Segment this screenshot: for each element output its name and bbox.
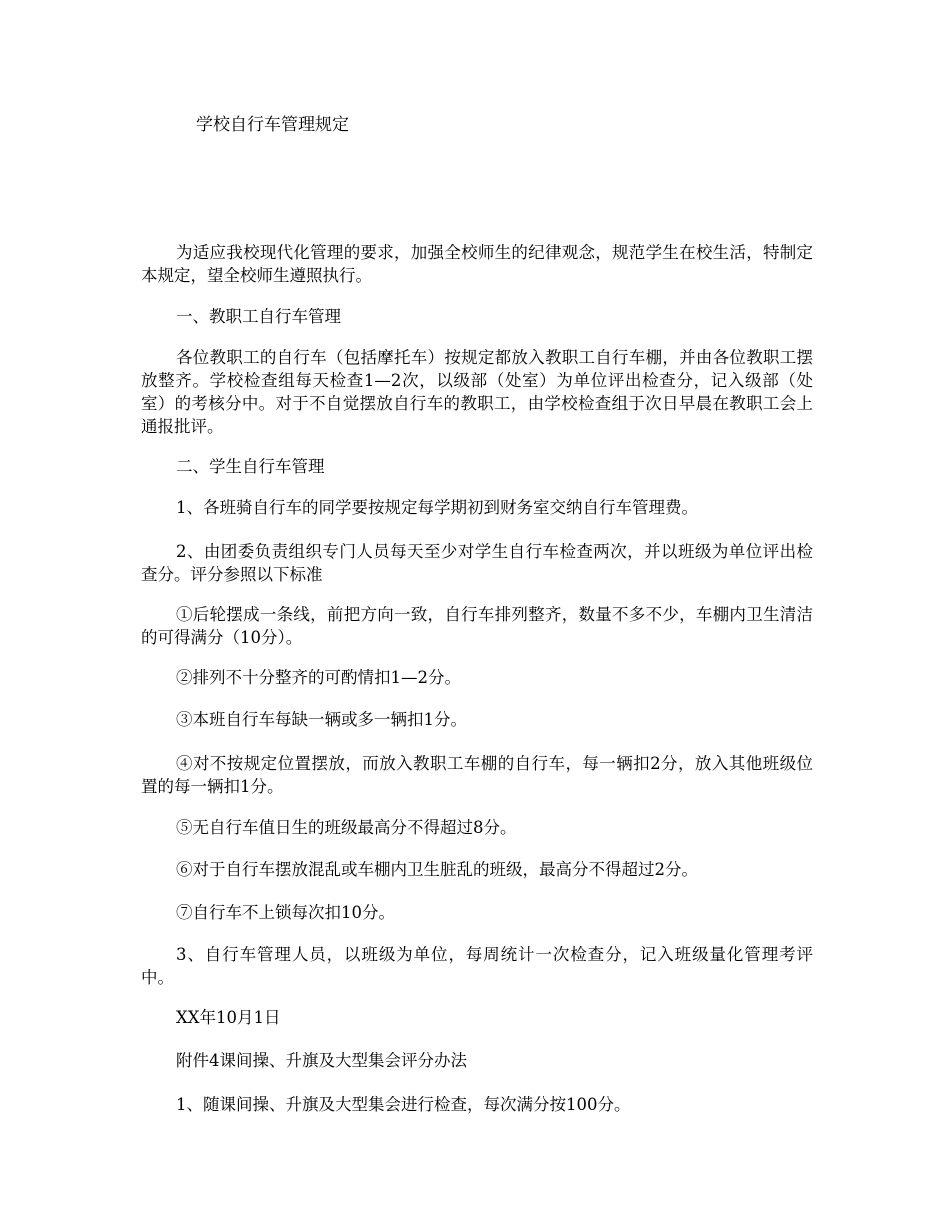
- criterion-2: ②排列不十分整齐的可酌情扣1—2分。: [176, 668, 461, 687]
- document-date: XX年10月1日: [176, 1008, 281, 1027]
- attachment-rule-1: 1、随课间操、升旗及大型集会进行检查，每次满分按100分。: [176, 1095, 631, 1114]
- criterion-6: ⑥对于自行车摆放混乱或车棚内卫生脏乱的班级，最高分不得超过2分。: [176, 860, 698, 879]
- document-title: 学校自行车管理规定: [196, 115, 349, 135]
- criterion-4: ④对不按规定位置摆放，而放入教职工车棚的自行车，每一辆扣2分，放入其他班级位置的每一辆扣1分。: [141, 754, 813, 796]
- staff-rules-paragraph: 各位教职工的自行车（包括摩托车）按规定都放入教职工自行车棚，并由各位教职工摆放整齐。学校检查组每天检查1—2次，以级部（处室）为单位评出检查分，记入级部（处室）的考核分中。对于不自觉摆放自行车的教职工，由学校检查组于次日早晨在教职工会上通报批评。: [141, 348, 813, 436]
- section-heading-students: 二、学生自行车管理: [176, 457, 325, 476]
- student-rule-1: 1、各班骑自行车的同学要按规定每学期初到财务室交纳自行车管理费。: [176, 498, 698, 517]
- student-rule-3: 3、自行车管理人员，以班级为单位，每周统计一次检查分，记入班级量化管理考评中。: [141, 945, 813, 987]
- criterion-7: ⑦自行车不上锁每次扣10分。: [176, 903, 395, 922]
- criterion-3: ③本班自行车每缺一辆或多一辆扣1分。: [176, 710, 467, 729]
- attachment-heading: 附件4课间操、升旗及大型集会评分办法: [176, 1051, 467, 1070]
- section-heading-staff: 一、教职工自行车管理: [176, 307, 341, 326]
- intro-paragraph: 为适应我校现代化管理的要求，加强全校师生的纪律观念，规范学生在校生活，特制定本规定，望全校师生遵照执行。: [141, 243, 813, 285]
- criterion-1: ①后轮摆成一条线，前把方向一致，自行车排列整齐，数量不多不少，车棚内卫生清洁的可得满分（10分）。: [141, 605, 813, 647]
- criterion-5: ⑤无自行车值日生的班级最高分不得超过8分。: [176, 818, 517, 837]
- student-rule-2: 2、由团委负责组织专门人员每天至少对学生自行车检查两次，并以班级为单位评出检查分。评分参照以下标准: [141, 542, 813, 584]
